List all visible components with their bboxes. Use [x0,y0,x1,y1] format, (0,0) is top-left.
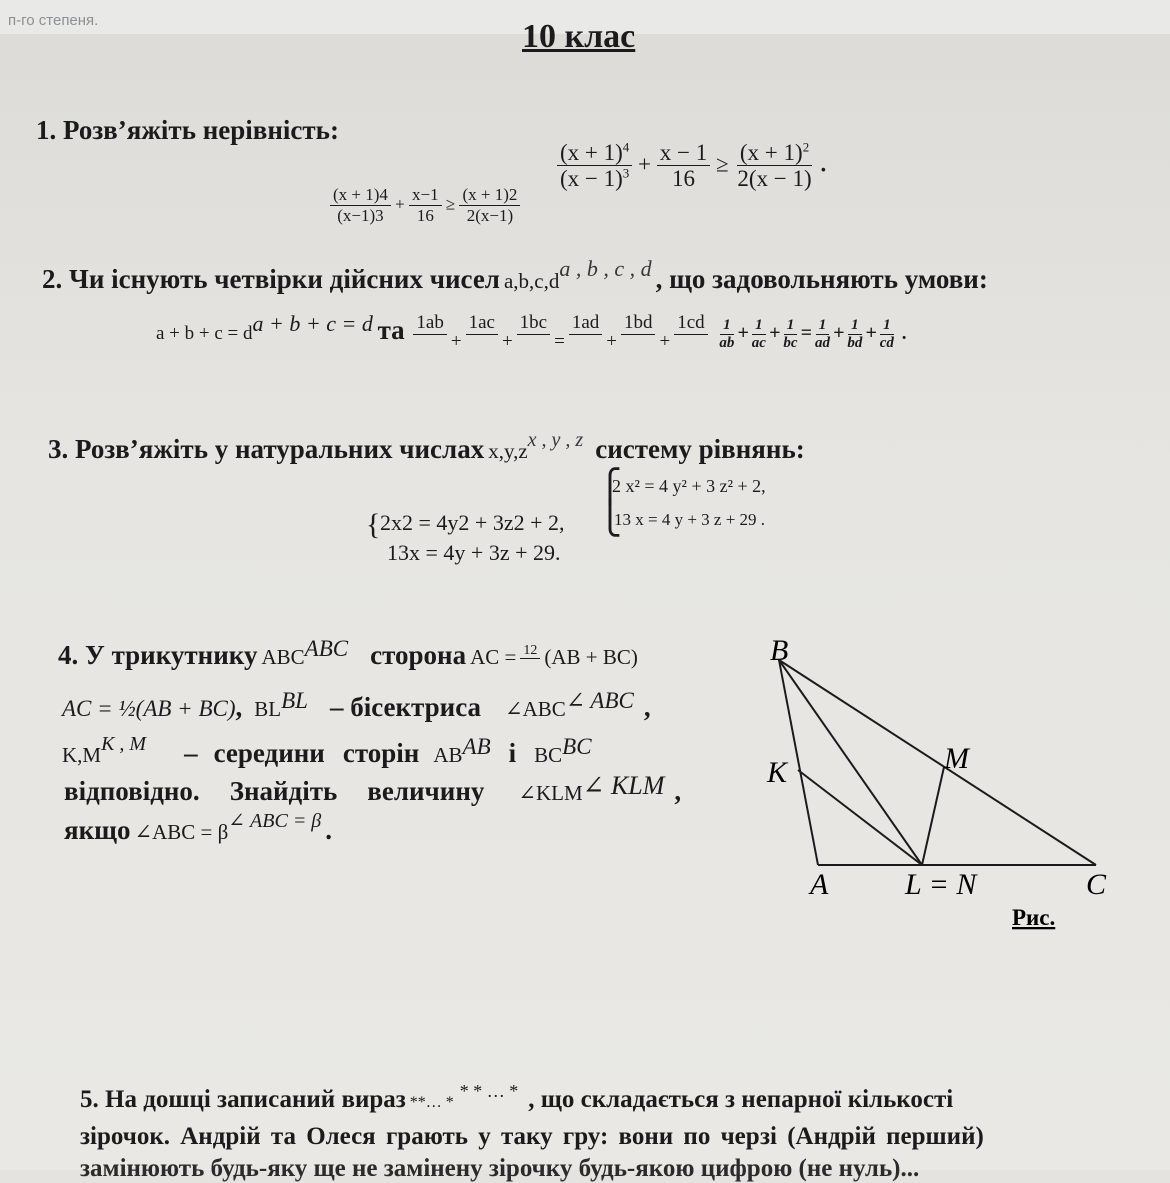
t4-respectively: відповідно. [64,776,200,806]
t2-end: . [901,323,907,345]
t2-plain-op: + [450,331,462,353]
t3-sys-math-2: 13 x = 4 y + 3 z + 29 . [614,510,766,529]
t5-line1 [80,1081,954,1114]
t1-m-f1-num-exp: 4 [622,139,630,155]
t3-math-brace: ⎧ ⎩ [598,468,622,536]
t1-m-geq: ≥ [716,151,729,177]
t2-math-term-den: bc [783,334,798,351]
t5-line2: зірочок. Андрій та Олеся грають у таку гру: вони по черзі (Андрій перший) [80,1123,984,1150]
t2-plain-term-text: 1cd [674,313,707,335]
t2-math-op: = [800,322,812,345]
t4-abc-math: ABC [304,636,349,661]
t2-plain-term-text: 1ab [413,313,446,335]
t5-stars-plain: **… * [409,1094,454,1111]
t2-prompt-start: 2. Чи існують четвірки дійсних чисел [42,264,500,294]
t4-angle-abc-plain: ∠ABC [505,697,566,721]
t4-period: . [325,815,333,845]
t1-m-f3-num: (x + 1) [739,140,803,165]
t1-plain-f3-num: (x + 1)2 [459,186,520,206]
t4-abc-plain: ABC [261,645,305,669]
t2-plain-term-text: 1ac [466,313,498,335]
t5-line3: замінюють будь-яку ще не замінену зірочку будь-якою цифрою (не нуль)... [80,1155,920,1182]
t4-bisector: – бісектриса [329,692,482,722]
t1-plain-f1-num: (x + 1)4 [330,186,391,206]
t2-math-op: + [737,322,749,345]
t2-eq-math: a + b + c = d [252,311,373,337]
side-bc [779,660,1096,865]
t2-math-term-one: 1 [880,317,894,335]
t1-plain-geq: ≥ [445,194,456,214]
t5-line1-end: , що складається з непарної кількості [528,1086,954,1113]
t2-math-term-den: bd [847,334,863,351]
t4-l1-a: 4. У трикутнику [58,640,258,670]
t2-plain-op: + [606,331,617,353]
t3-vars-math: x , y , z [527,429,584,451]
t2-math-term-one: 1 [816,317,830,335]
t3-vars-plain: x,y,z [488,439,528,463]
t4-dash: – [184,738,198,768]
t2-plain-op: + [659,331,671,353]
segment-ml [922,767,944,865]
t4-ab-math: AB [462,734,491,759]
t5-line1-start: 5. На дошці записаний вираз [80,1086,406,1113]
t1-plain-f2-num: x−1 [409,186,442,206]
label-LN: L = N [905,868,977,901]
label-B: B [770,634,789,667]
t1-m-f1-num: (x + 1) [560,140,623,165]
t1-m-f1-den: (x − 1) [560,166,623,192]
t1-plain-f3-den: 2(x−1) [466,205,514,225]
t2-math-op: + [865,322,877,345]
t4-value: величину [367,776,485,806]
t2-vars-plain: a,b,c,d [503,269,560,293]
t2-math-term-den: ad [814,334,830,351]
t4-comma-2: , [643,692,651,722]
t4-cond-math: ∠ ABC = β [228,810,322,832]
t2-plain-op: + [501,331,513,353]
t1-plain-f1-den: (x−1)3 [337,205,384,225]
t3-sys-plain-1: 2x2 = 4y2 + 3z2 + 2, [380,510,565,535]
t1-m-f1-den-exp: 3 [622,165,630,181]
t1-m-f3-den: 2(x − 1) [737,166,812,192]
t2-math-term-den: ac [751,334,766,351]
t4-angle-abc-math: ∠ ABC [565,688,634,713]
task1-prompt: 1. Розв’яжіть нерівність: [36,115,339,145]
t2-eq-plain: a + b + c = d [156,323,253,345]
t4-angle-klm-math: ∠ KLM [582,771,665,800]
t4-bc-plain: BC [534,743,563,767]
segment-kl [798,770,922,865]
t2-plain-term-text: 1ad [569,313,602,335]
label-C: C [1086,868,1107,901]
t1-plain-plus: + [395,194,405,214]
t2-math-term-den: cd [879,334,894,351]
t4-comma-3: , [674,776,682,806]
t1-plain-f2-den: 16 [416,205,434,225]
t4-sides: сторін [342,738,420,768]
t4-if: якщо [64,815,131,845]
figure-caption: Рис. [1012,905,1056,930]
t2-and: та [377,315,405,346]
t4-bc-math: BC [562,734,592,759]
t4-ac-math: AC = ½(AB + BC) [62,696,236,721]
t1-m-plus: + [638,151,652,177]
t2-vars-math: a , b , c , d [559,256,652,281]
t2-plain-op: = [554,331,565,353]
t4-ac-plain-frac: 12 [520,643,540,659]
t5-stars-math: * * … * [459,1081,519,1101]
t2-math-term-one: 1 [720,317,734,335]
t3-sys-plain-2: 13x = 4y + 3z + 29. [387,540,561,565]
t4-bl-math: BL [281,688,308,713]
t4-l1-b: сторона [370,640,467,670]
t2-math-term-den: ab [719,334,735,351]
t1-m-f3-num-exp: 2 [802,139,810,155]
t3-plain-brace: { [366,508,381,541]
label-A: A [810,868,829,901]
t4-and-i: і [508,738,517,768]
t2-math-op: + [768,322,781,345]
t4-angle-klm-plain: ∠KLM [518,781,583,805]
page-title: 10 клас [522,18,636,55]
t2-plain-term-text: 1bd [621,313,656,335]
t1-m-f2-den: 16 [672,166,696,192]
t4-km-plain: K,M [62,743,102,767]
t2-prompt-end: , що задовольняють умови: [655,264,988,294]
bisector-bl [779,660,922,865]
t2-math-term-one: 1 [848,317,862,335]
t2-math-op: + [832,322,845,345]
t3-sys-math-1: 2 x² = 4 y² + 3 z² + 2, [612,476,766,496]
t4-midpoints: середини [213,738,325,768]
t4-find: Знайдіть [229,776,338,806]
t4-ac-plain-lhs: AC = [470,645,517,669]
t2-plain-term-text: 1bc [517,313,550,335]
label-K: K [767,756,788,789]
t4-ac-plain-rhs: (AB + BC) [544,645,638,669]
t2-math-term-one: 1 [784,317,798,335]
t4-cond-plain: ∠ABC = β [134,820,229,844]
t2-math-term-one: 1 [752,317,766,335]
t3-prompt-end: систему рівнянь: [595,434,805,464]
t4-km-math: K , M [101,733,147,755]
label-M: M [944,742,969,775]
t3-prompt-start: 3. Розв’яжіть у натуральних числах [48,434,485,464]
t1-m-f2-num: x − 1 [657,140,710,166]
t4-ab-plain: AB [433,743,463,767]
t4-bl-plain: BL [254,697,282,721]
t4-comma-1: , [235,692,243,722]
t1-m-end: . [820,151,827,177]
top-snippet: п-го степеня. [8,12,99,29]
